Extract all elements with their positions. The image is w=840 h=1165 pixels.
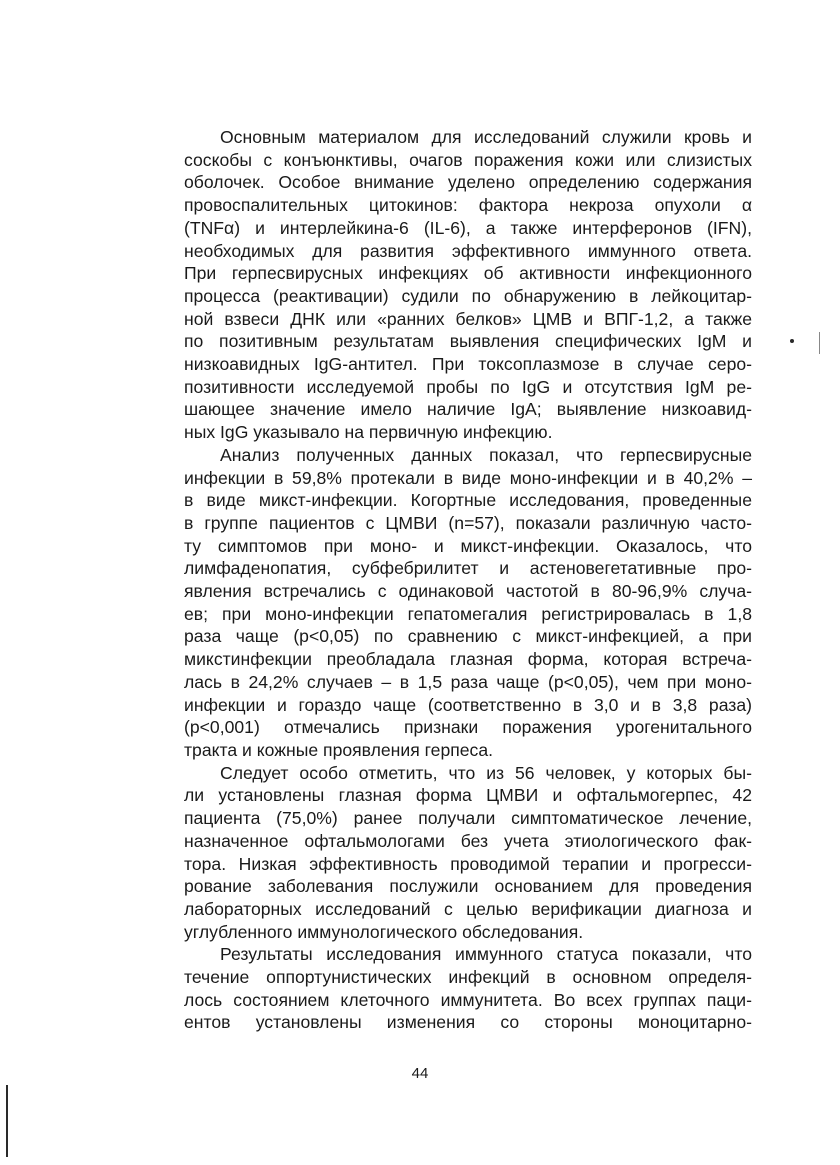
text-line: тора. Низкая эффективность проводимой терапии и прогресси- — [184, 853, 752, 874]
text-line: лимфаденопатия, субфебрилитет и астеновегетативные про- — [184, 558, 752, 579]
text-line: шающее значение имело наличие IgA; выявление низкоавид- — [184, 399, 752, 420]
text-line: ли установлены глазная форма ЦМВИ и офтальмогерпес, 42 — [184, 785, 752, 806]
text-line: провоспалительных цитокинов: фактора некроза опухоли α — [184, 195, 752, 216]
text-line: ту симптомов при моно- и микст-инфекции. Оказалось, что — [184, 535, 752, 556]
text-line: по позитивным результатам выявления специфических IgM и — [184, 331, 752, 352]
text-line: явления встречались с одинаковой частотой в 80-96,9% случа- — [184, 581, 752, 602]
text-line: процесса (реактивации) судили по обнаружению в лейкоцитар- — [184, 285, 752, 306]
text-line: назначенное офтальмологами без учета этиологического фак- — [184, 830, 752, 851]
text-line: При герпесвирусных инфекциях об активности инфекционного — [184, 263, 752, 284]
paragraph-immune-status — [148, 943, 752, 1034]
text-line: (TNFα) и интерлейкина-6 (IL-6), а также интерферонов (IFN), — [184, 217, 752, 238]
text-line: инфекции и гораздо чаще (соответственно в 3,0 и в 3,8 раза) — [184, 694, 752, 715]
text-line: позитивности исследуемой пробы по IgG и отсутствия IgM ре- — [184, 376, 752, 397]
body-text — [148, 126, 752, 1034]
text-line: Следует особо отметить, что из 56 человек, у которых бы- — [220, 762, 752, 783]
paragraph-analysis — [148, 444, 752, 762]
scan-margin-line — [819, 332, 820, 354]
text-line: Основным материалом для исследований служили кровь и — [220, 127, 752, 147]
text-line: ентов установлены изменения со стороны моноцитарно- — [184, 1012, 752, 1033]
text-line: течение оппортунистических инфекций в основном определя- — [184, 967, 752, 988]
page-number: 44 — [411, 1065, 429, 1082]
scan-edge-line — [6, 1085, 8, 1157]
text-line: (p<0,001) отмечались признаки поражения урогенитального — [184, 717, 752, 738]
text-line: в группе пациентов с ЦМВИ (n=57), показали различную часто- — [184, 512, 752, 533]
text-line: пациента (75,0%) ранее получали симптоматическое лечение, — [184, 808, 752, 829]
text-line: лось состоянием клеточного иммунитета. Во всех группах паци- — [184, 989, 752, 1010]
text-line: микстинфекции преобладала глазная форма, которая встреча- — [184, 649, 752, 670]
text-line: углубленного иммунологического обследования. — [184, 921, 584, 942]
text-line: оболочек. Особое внимание уделено определению содержания — [184, 172, 752, 193]
text-line: ев; при моно-инфекции гепатомегалия регистрировалась в 1,8 — [184, 603, 752, 624]
text-line: Результаты исследования иммунного статуса показали, что — [220, 944, 752, 965]
text-line: ных IgG указывало на первичную инфекцию. — [184, 422, 553, 443]
text-line: лась в 24,2% случаев – в 1,5 раза чаще (p<0,05), чем при моно- — [184, 671, 752, 692]
text-line: лабораторных исследований с целью верификации диагноза и — [184, 898, 752, 919]
paragraph-treatment — [148, 762, 752, 944]
text-line: раза чаще (p<0,05) по сравнению с микст-инфекцией, а при — [184, 626, 752, 647]
text-line: тракта и кожные проявления герпеса. — [184, 739, 494, 760]
text-line: в виде микст-инфекции. Когортные исследования, проведенные — [184, 490, 752, 511]
scan-speck — [790, 339, 794, 343]
paragraph-materials — [148, 126, 752, 444]
text-line: Анализ полученных данных показал, что герпесвирусные — [220, 444, 752, 465]
text-line: рование заболевания послужили основанием для проведения — [184, 876, 752, 897]
text-line: соскобы с конъюнктивы, очагов поражения кожи или слизистых — [184, 149, 752, 170]
text-line: низкоавидных IgG-антител. При токсоплазмозе в случае серо- — [184, 354, 752, 375]
text-line: инфекции в 59,8% протекали в виде моно-инфекции и в 40,2% – — [184, 467, 752, 488]
text-line: ной взвеси ДНК или «ранних белков» ЦМВ и ВПГ-1,2, а также — [184, 308, 752, 329]
text-line: необходимых для развития эффективного иммунного ответа. — [184, 240, 752, 261]
